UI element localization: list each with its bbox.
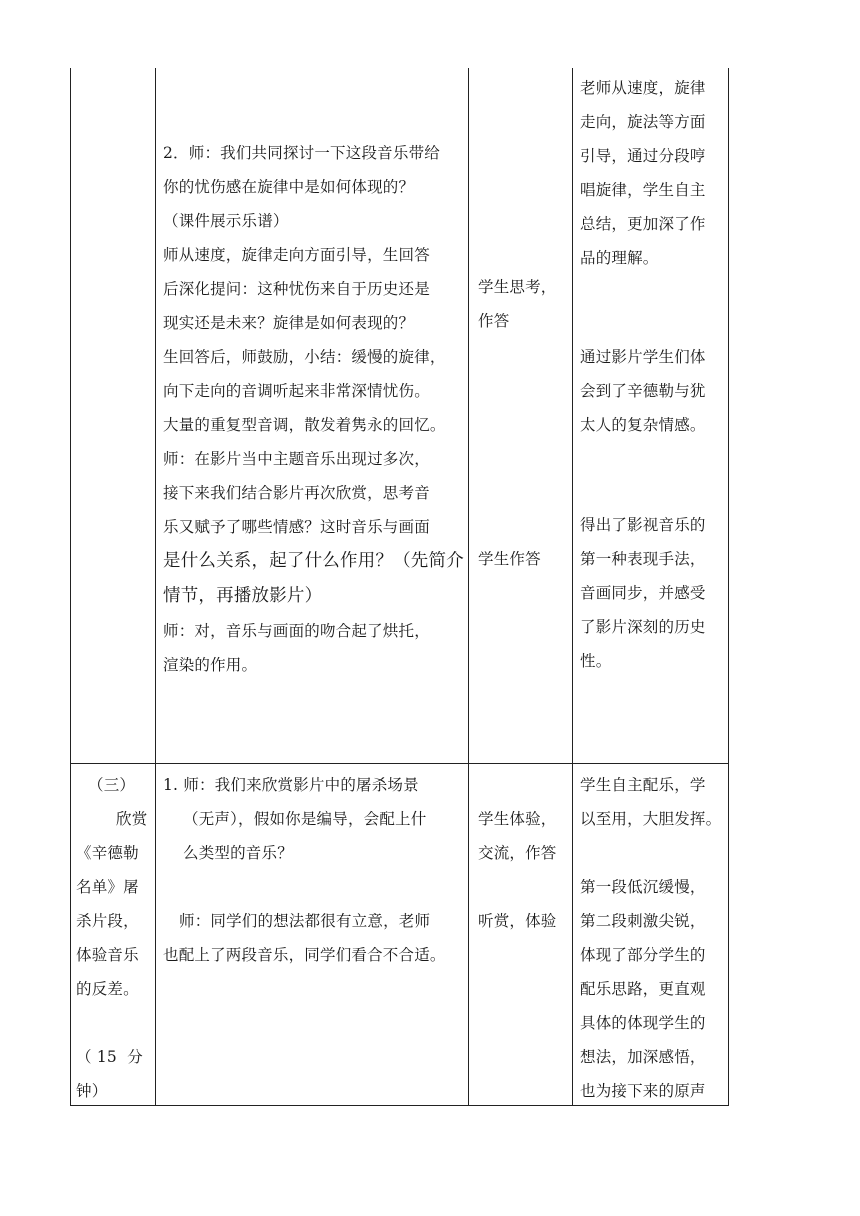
lesson-plan-table: [70, 68, 729, 1106]
text-line: 情节，再播放影片）: [163, 586, 323, 606]
text-line: 是什么关系，起了什么作用？（先简介: [163, 551, 464, 571]
text-line: 第一段低沉缓慢，: [580, 878, 706, 896]
text-line: 学生思考，: [478, 278, 557, 296]
text-line: 的反差。: [76, 980, 139, 998]
text-line: （ 15 分: [76, 1048, 143, 1066]
table-divider-1: [155, 68, 156, 1106]
row1-design-intent-b: [580, 340, 726, 442]
text-line: （课件展示乐谱）: [163, 212, 289, 230]
text-line: 音画同步，并感受: [580, 584, 706, 602]
text-line: 第一种表现手法，: [580, 550, 706, 568]
text-line: 了影片深刻的历史: [580, 618, 706, 636]
text-line: 走向，旋法等方面: [580, 113, 706, 131]
text-line: 总结，更加深了作: [580, 215, 706, 233]
text-line: 体现了部分学生的: [580, 946, 706, 964]
text-line: 得出了影视音乐的: [580, 516, 706, 534]
text-line: 也为接下来的原声: [580, 1082, 706, 1100]
table-divider-2: [468, 68, 469, 1106]
text-line: 乐又赋予了哪些情感？这时音乐与画面: [163, 518, 430, 536]
table-divider-3: [572, 68, 573, 1106]
text-line: （三）: [88, 776, 136, 794]
text-line: 么类型的音乐？: [183, 844, 293, 862]
text-line: 引导，通过分段哼: [580, 147, 706, 165]
text-line: 名单》屠: [76, 878, 139, 896]
text-line: （无声），假如你是编导，会配上什: [183, 810, 427, 828]
row1-teacher-activity: [163, 136, 463, 682]
text-line: [76, 1006, 152, 1040]
text-line: 品的理解。: [580, 249, 659, 267]
text-line: 配乐思路，更直观: [580, 980, 706, 998]
text-line: 学生作答: [478, 550, 541, 568]
text-line: 师从速度，旋律走向方面引导，生回答: [163, 246, 430, 264]
text-line: 2．师：我们共同探讨一下这段音乐带给: [163, 144, 440, 162]
text-line: 交流，作答: [478, 844, 557, 862]
text-line: 第二段刺激尖锐，: [580, 912, 706, 930]
text-line: 学生自主配乐，学: [580, 776, 706, 794]
text-line: 会到了辛德勒与犹: [580, 382, 706, 400]
text-line: [478, 870, 570, 904]
row1-student-activity-b: [478, 542, 570, 576]
row1-student-activity-a: [478, 270, 570, 338]
row2-teacher-activity: [163, 768, 463, 972]
row2-design-intent: [580, 768, 726, 1108]
text-line: 欣赏: [116, 810, 148, 828]
text-line: 想法，加深感悟，: [580, 1048, 706, 1066]
text-line: 师：对，音乐与画面的吻合起了烘托，: [163, 622, 430, 640]
text-line: 听赏，体验: [478, 912, 557, 930]
text-line: 具体的体现学生的: [580, 1014, 706, 1032]
text-line: 作答: [478, 312, 510, 330]
text-line: 体验音乐: [76, 946, 139, 964]
row1-design-intent-c: [580, 508, 726, 678]
text-line: 老师从速度，旋律: [580, 79, 706, 97]
text-line: 1. 师：我们来欣赏影片中的屠杀场景: [163, 776, 419, 794]
text-line: 《辛德勒: [76, 844, 139, 862]
table-border-right: [728, 68, 729, 1106]
text-line: 也配上了两段音乐，同学们看合不合适。: [163, 946, 446, 964]
row-divider: [70, 763, 729, 764]
row1-design-intent-a: [580, 71, 726, 275]
text-line: 唱旋律，学生自主: [580, 181, 706, 199]
text-line: 钟）: [76, 1082, 108, 1100]
text-line: 以至用，大胆发挥。: [580, 810, 722, 828]
text-line: 生回答后，师鼓励，小结：缓慢的旋律，: [163, 348, 446, 366]
row2-student-activity: [478, 802, 570, 938]
text-line: 太人的复杂情感。: [580, 416, 706, 434]
text-line: 师：在影片当中主题音乐出现过多次，: [163, 450, 430, 468]
text-line: 性。: [580, 652, 612, 670]
text-line: 向下走向的音调听起来非常深情忧伤。: [163, 382, 430, 400]
text-line: 通过影片学生们体: [580, 348, 706, 366]
text-line: 学生体验，: [478, 810, 557, 828]
text-line: 现实还是未来？旋律是如何表现的？: [163, 314, 415, 332]
table-border-left: [70, 68, 71, 1106]
text-line: 大量的重复型音调，散发着隽永的回忆。: [163, 416, 446, 434]
text-line: 后深化提问：这种忧伤来自于历史还是: [163, 280, 430, 298]
text-line: [580, 836, 726, 870]
text-line: 渲染的作用。: [163, 656, 258, 674]
text-line: 师：同学们的想法都很有立意，老师: [179, 912, 431, 930]
text-line: 你的忧伤感在旋律中是如何体现的？: [163, 178, 415, 196]
row2-section-title: [76, 768, 152, 1108]
text-line: 杀片段，: [76, 912, 139, 930]
text-line: 接下来我们结合影片再次欣赏，思考音: [163, 484, 430, 502]
text-line: [163, 870, 463, 904]
